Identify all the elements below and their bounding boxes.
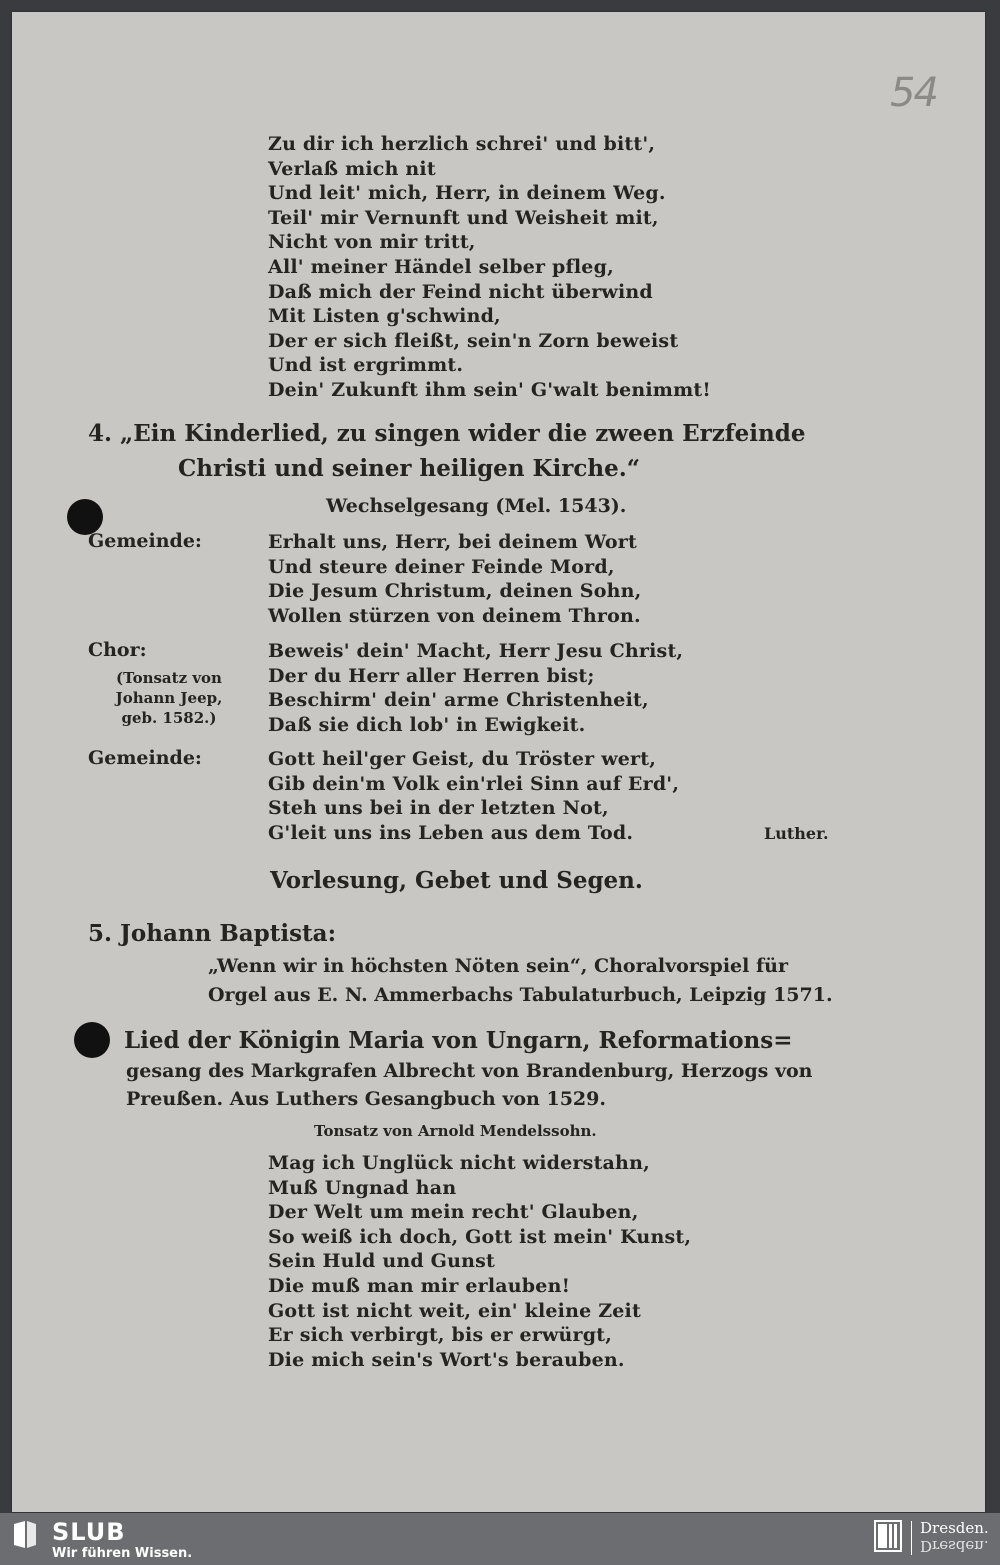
verse-line: Sein Huld und Gunst — [268, 1250, 495, 1273]
section5-line1: „Wenn wir in höchsten Nöten sein“, Choralvorspiel für — [208, 955, 788, 977]
verse-line: Mag ich Unglück nicht widerstahn, — [268, 1152, 650, 1174]
chor-note: (Tonsatz von Johann Jeep, geb. 1582.) — [115, 669, 223, 727]
verse-line: Wollen stürzen von deinem Thron. — [268, 604, 641, 627]
verse-line: Nicht von mir tritt, — [268, 231, 476, 254]
interlude-heading: Vorlesung, Gebet und Segen. — [270, 867, 643, 894]
gemeinde-verse-1 — [268, 530, 641, 628]
verse-top — [268, 132, 711, 403]
slub-logo-icon[interactable] — [12, 1520, 38, 1550]
verse-line: Der Welt um mein recht' Glauben, — [268, 1201, 639, 1224]
dresden-wordmark[interactable]: Dresden. — [920, 1519, 989, 1537]
section6-verse — [268, 1151, 691, 1372]
verse-line: Er sich verbirgt, bis er erwürgt, — [268, 1324, 613, 1347]
verse-line: Teil' mir Vernunft und Weisheit mit, — [268, 206, 659, 229]
tonsatz-credit: Tonsatz von Arnold Mendelssohn. — [314, 1122, 597, 1140]
verse-line: Zu dir ich herzlich schrei' und bitt', — [268, 133, 656, 155]
author-luther: Luther. — [764, 824, 829, 843]
section5-line2: Orgel aus E. N. Ammerbachs Tabulaturbuch, Leipzig 1571. — [208, 984, 833, 1006]
punch-hole-bottom — [74, 1022, 110, 1058]
page-number: 54 — [890, 70, 937, 116]
verse-line: Gott heil'ger Geist, du Tröster wert, — [268, 748, 657, 770]
verse-line: Dein' Zukunft ihm sein' G'walt benimmt! — [268, 378, 711, 401]
slub-name[interactable]: SLUB — [52, 1518, 126, 1546]
verse-line: Die Jesum Christum, deinen Sohn, — [268, 580, 642, 603]
verse-line: All' meiner Händel selber pfleg, — [268, 255, 614, 278]
verse-line: Daß mich der Feind nicht überwind — [268, 280, 653, 303]
verse-line: Der er sich fleißt, sein'n Zorn beweist — [268, 329, 679, 352]
section5-title: 5. Johann Baptista: — [88, 920, 337, 947]
chor-verse — [268, 639, 683, 737]
verse-line: Beweis' dein' Macht, Herr Jesu Christ, — [268, 640, 684, 662]
verse-line: Die muß man mir erlauben! — [268, 1274, 571, 1297]
verse-line: Steh uns bei in der letzten Not, — [268, 797, 609, 820]
verse-line: Und leit' mich, Herr, in deinem Weg. — [268, 182, 666, 205]
verse-line: Der du Herr aller Herren bist; — [268, 664, 595, 687]
gemeinde-label-2: Gemeinde: — [88, 747, 202, 769]
verse-line: Mit Listen g'schwind, — [268, 305, 501, 328]
verse-line: Und steure deiner Feinde Mord, — [268, 555, 615, 578]
dresden-crest-icon[interactable] — [874, 1520, 902, 1552]
section4-title-line2: Christi und seiner heiligen Kirche.“ — [178, 455, 640, 482]
verse-line: Gib dein'm Volk ein'rlei Sinn auf Erd', — [268, 772, 680, 795]
section6-line3: Preußen. Aus Luthers Gesangbuch von 1529. — [126, 1088, 606, 1110]
verse-line: Die mich sein's Wort's berauben. — [268, 1348, 625, 1371]
verse-line: So weiß ich doch, Gott ist mein' Kunst, — [268, 1225, 692, 1248]
section6-line2: gesang des Markgrafen Albrecht von Brandenburg, Herzogs von — [126, 1060, 813, 1082]
gemeinde-verse-2 — [268, 747, 679, 845]
section4-title-line1: 4. „Ein Kinderlied, zu singen wider die zween Erzfeinde — [88, 420, 806, 447]
chor-label: Chor: — [88, 639, 147, 661]
verse-line: G'leit uns ins Leben aus dem Tod. — [268, 821, 634, 844]
verse-line: Und ist ergrimmt. — [268, 354, 464, 377]
verse-line: Daß sie dich lob' in Ewigkeit. — [268, 713, 586, 736]
verse-line: Verlaß mich nit — [268, 157, 436, 180]
slub-tagline: Wir führen Wissen. — [52, 1546, 193, 1561]
footer-bar — [0, 1513, 1000, 1565]
verse-line: Erhalt uns, Herr, bei deinem Wort — [268, 531, 637, 553]
section6-title: Lied der Königin Maria von Ungarn, Reformations= — [124, 1027, 793, 1054]
verse-line: Beschirm' dein' arme Christenheit, — [268, 689, 649, 712]
footer-divider — [911, 1521, 912, 1555]
verse-line: Gott ist nicht weit, ein' kleine Zeit — [268, 1299, 641, 1322]
verse-line: Muß Ungnad han — [268, 1176, 457, 1199]
section4-subtitle: Wechselgesang (Mel. 1543). — [326, 495, 627, 517]
dresden-wordmark-reflection: Dresden. — [920, 1537, 989, 1555]
document-page — [12, 12, 985, 1512]
gemeinde-label-1: Gemeinde: — [88, 530, 202, 552]
